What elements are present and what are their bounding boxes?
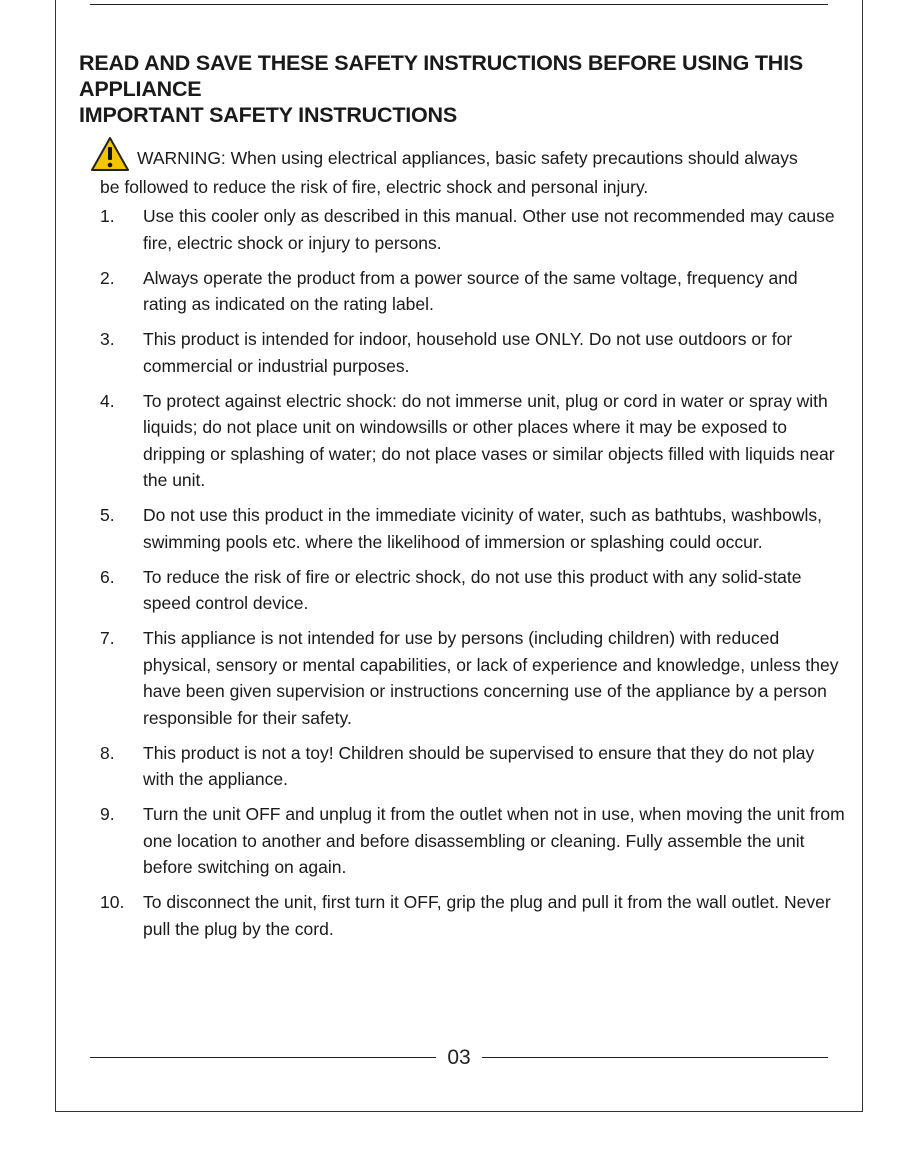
list-item-text: To reduce the risk of fire or electric shock, do not use this product with any solid-state speed control device. xyxy=(143,566,802,613)
list-item xyxy=(100,740,846,793)
warning-message: WARNING: When using electrical appliances, basic safety precautions should always be followed to reduce the risk of fire, electric shock and personal injury. xyxy=(100,148,798,197)
list-item-number: 5. xyxy=(100,505,115,525)
page-footer xyxy=(90,1044,828,1072)
page-title: READ AND SAVE THESE SAFETY INSTRUCTIONS BEFORE USING THIS APPLIANCE xyxy=(79,51,804,101)
footer-rule-left xyxy=(90,1057,436,1058)
list-item-text: Do not use this product in the immediate vicinity of water, such as bathtubs, washbowls, swimming pools etc. where the likelihood of immersion or splashing could occur. xyxy=(143,505,822,552)
list-item xyxy=(100,801,846,881)
list-item-number: 7. xyxy=(100,628,115,648)
list-item-text: To protect against electric shock: do not immerse unit, plug or cord in water or spray with liquids; do not place unit on windowsills or other places where it may be exposed to dripping or splashing of water; do not place vases or similar objects filled with liquids near the unit. xyxy=(143,390,835,490)
top-divider xyxy=(90,4,828,5)
list-item xyxy=(100,388,846,494)
list-item-text: Use this cooler only as described in this manual. Other use not recommended may cause fire, electric shock or injury to persons. xyxy=(143,206,835,253)
warning-text xyxy=(100,144,820,202)
list-item xyxy=(100,203,846,256)
list-item xyxy=(100,889,846,942)
safety-instructions-list xyxy=(100,203,846,951)
list-item-text: This appliance is not intended for use by persons (including children) with reduced physical, sensory or mental capabilities, or lack of experience and knowledge, unless they have been given supervision or instructions concerning use of the appliance by a person responsible for their safety. xyxy=(143,628,839,728)
list-item-number: 9. xyxy=(100,804,115,824)
list-item-number: 1. xyxy=(100,206,115,226)
list-item-number: 2. xyxy=(100,267,115,288)
list-item xyxy=(100,326,846,379)
list-item xyxy=(100,564,846,617)
list-item-number: 10. xyxy=(100,892,125,912)
list-item xyxy=(100,625,846,731)
list-item-number: 6. xyxy=(100,566,115,587)
list-item-text: This product is intended for indoor, household use ONLY. Do not use outdoors or for commercial or industrial purposes. xyxy=(143,329,793,376)
list-item-number: 3. xyxy=(100,329,115,349)
list-item xyxy=(100,502,846,555)
footer-rule-right xyxy=(482,1057,828,1058)
page-number: 03 xyxy=(447,1046,471,1069)
list-item-number: 4. xyxy=(100,390,115,411)
list-item-number: 8. xyxy=(100,742,115,763)
list-item xyxy=(100,265,846,318)
list-item-text: To disconnect the unit, first turn it OFF, grip the plug and pull it from the wall outlet. Never pull the plug by the cord. xyxy=(143,892,831,939)
section-title: IMPORTANT SAFETY INSTRUCTIONS xyxy=(79,103,458,127)
list-item-text: Turn the unit OFF and unplug it from the outlet when not in use, when moving the unit from one location to another and before disassembling or cleaning. Fully assemble the unit before switching on again. xyxy=(143,804,845,877)
list-item-text: Always operate the product from a power source of the same voltage, frequency and rating as indicated on the rating label. xyxy=(143,267,798,314)
list-item-text: This product is not a toy! Children should be supervised to ensure that they do not play with the appliance. xyxy=(143,742,815,789)
